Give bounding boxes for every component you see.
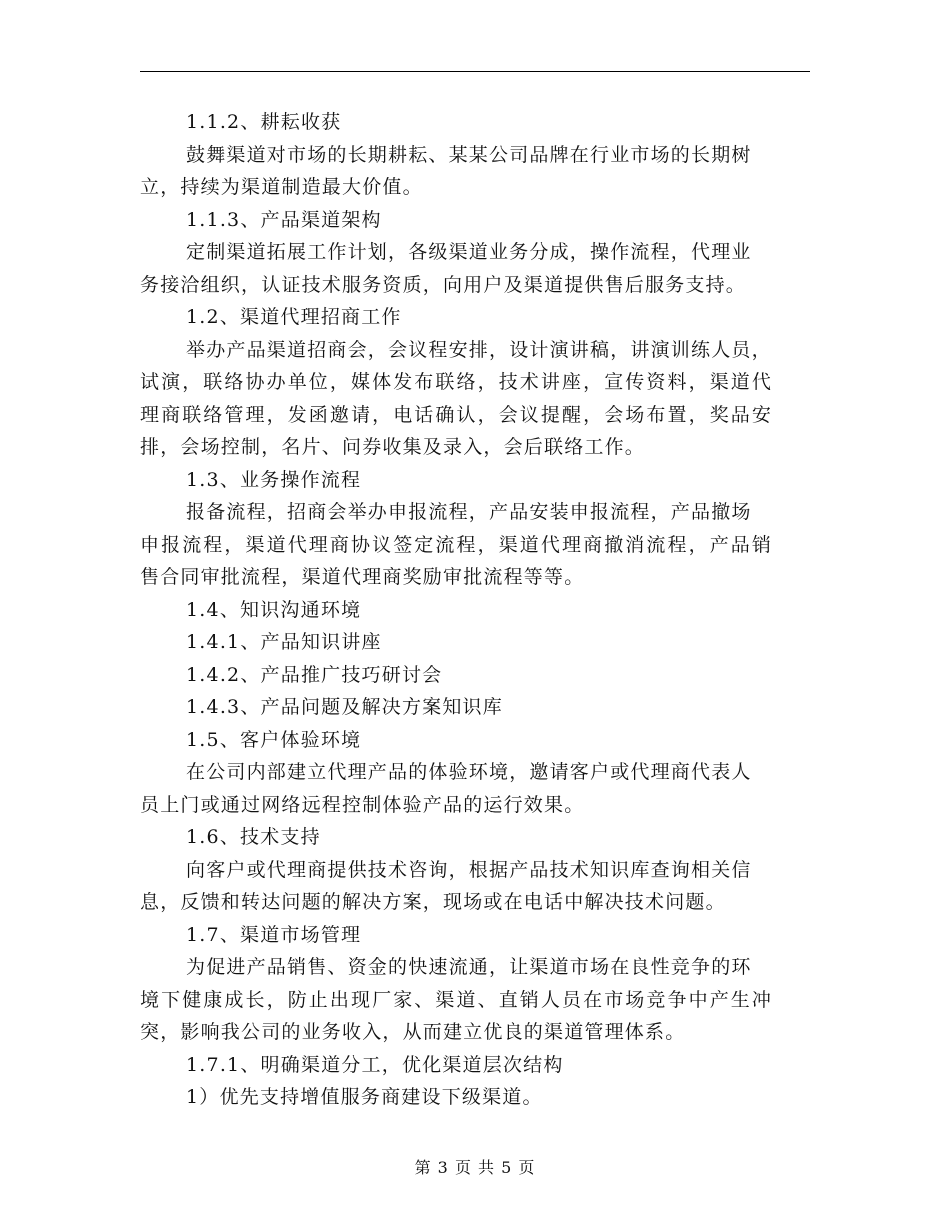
paragraph-line: 申报流程，渠道代理商协议签定流程，渠道代理商撤消流程，产品销: [140, 533, 774, 556]
paragraph-line: 为促进产品销售、资金的快速流通，让渠道市场在良性竞争的环: [186, 956, 752, 978]
paragraph-line: 试演，联络协办单位，媒体发布联络，技术讲座，宣传资料，渠道代: [140, 371, 774, 393]
page-number-footer: 第 3 页 共 5 页: [414, 1158, 536, 1177]
heading-1-6: 1.6、技术支持: [186, 826, 321, 848]
header-rule: [140, 71, 810, 72]
paragraph-line: 定制渠道拓展工作计划，各级渠道业务分成，操作流程，代理业: [186, 241, 752, 263]
heading-1-7: 1.7、渠道市场管理: [186, 923, 362, 946]
heading-1-2: 1.2、渠道代理招商工作: [186, 306, 402, 328]
paragraph-line: 理商联络管理，发函邀请，电话确认，会议提醒，会场布置，奖品安: [140, 403, 774, 426]
heading-1-4-1: 1.4.1、产品知识讲座: [186, 631, 382, 653]
paragraph-line: 在公司内部建立代理产品的体验环境，邀请客户或代理商代表人: [186, 761, 752, 783]
heading-1-5: 1.5、客户体验环境: [186, 728, 362, 751]
paragraph-line: 立，持续为渠道制造最大价值。: [140, 176, 423, 198]
heading-1-7-1: 1.7.1、明确渠道分工，优化渠道层次结构: [186, 1053, 564, 1076]
paragraph-line: 境下健康成长，防止出现厂家、渠道、直销人员在市场竞争中产生冲: [140, 988, 774, 1011]
heading-1-1-2: 1.1.2、耕耘收获: [186, 111, 342, 133]
heading-1-4: 1.4、知识沟通环境: [186, 598, 362, 621]
paragraph-line: 排，会场控制，名片、问券收集及录入，会后联络工作。: [140, 436, 646, 458]
paragraph-line: 报备流程，招商会举办申报流程，产品安装申报流程，产品撤场: [186, 501, 752, 523]
paragraph-line: 突，影响我公司的业务收入，从而建立优良的渠道管理体系。: [140, 1021, 686, 1043]
paragraph-line: 向客户或代理商提供技术咨询，根据产品技术知识库查询相关信: [186, 858, 752, 881]
paragraph-line: 售合同审批流程，渠道代理商奖励审批流程等等。: [140, 566, 585, 588]
document-body: [140, 106, 810, 1114]
paragraph-line: 息，反馈和转达问题的解决方案，现场或在电话中解决技术问题。: [140, 891, 726, 913]
paragraph-line: 务接洽组织，认证技术服务资质，向用户及渠道提供售后服务支持。: [140, 273, 747, 296]
heading-1-4-2: 1.4.2、产品推广技巧研讨会: [186, 663, 443, 686]
heading-1-3: 1.3、业务操作流程: [186, 468, 362, 491]
list-item: 1）优先支持增值服务商建设下级渠道。: [186, 1086, 543, 1108]
paragraph-line: 鼓舞渠道对市场的长期耕耘、某某公司品牌在行业市场的长期树: [186, 143, 752, 166]
paragraph-line: 员上门或通过网络远程控制体验产品的运行效果。: [140, 793, 585, 816]
heading-1-1-3: 1.1.3、产品渠道架构: [186, 208, 382, 231]
paragraph-line: 举办产品渠道招商会，会议程安排，设计演讲稿，讲演训练人员，: [186, 338, 772, 361]
heading-1-4-3: 1.4.3、产品问题及解决方案知识库: [186, 696, 503, 718]
